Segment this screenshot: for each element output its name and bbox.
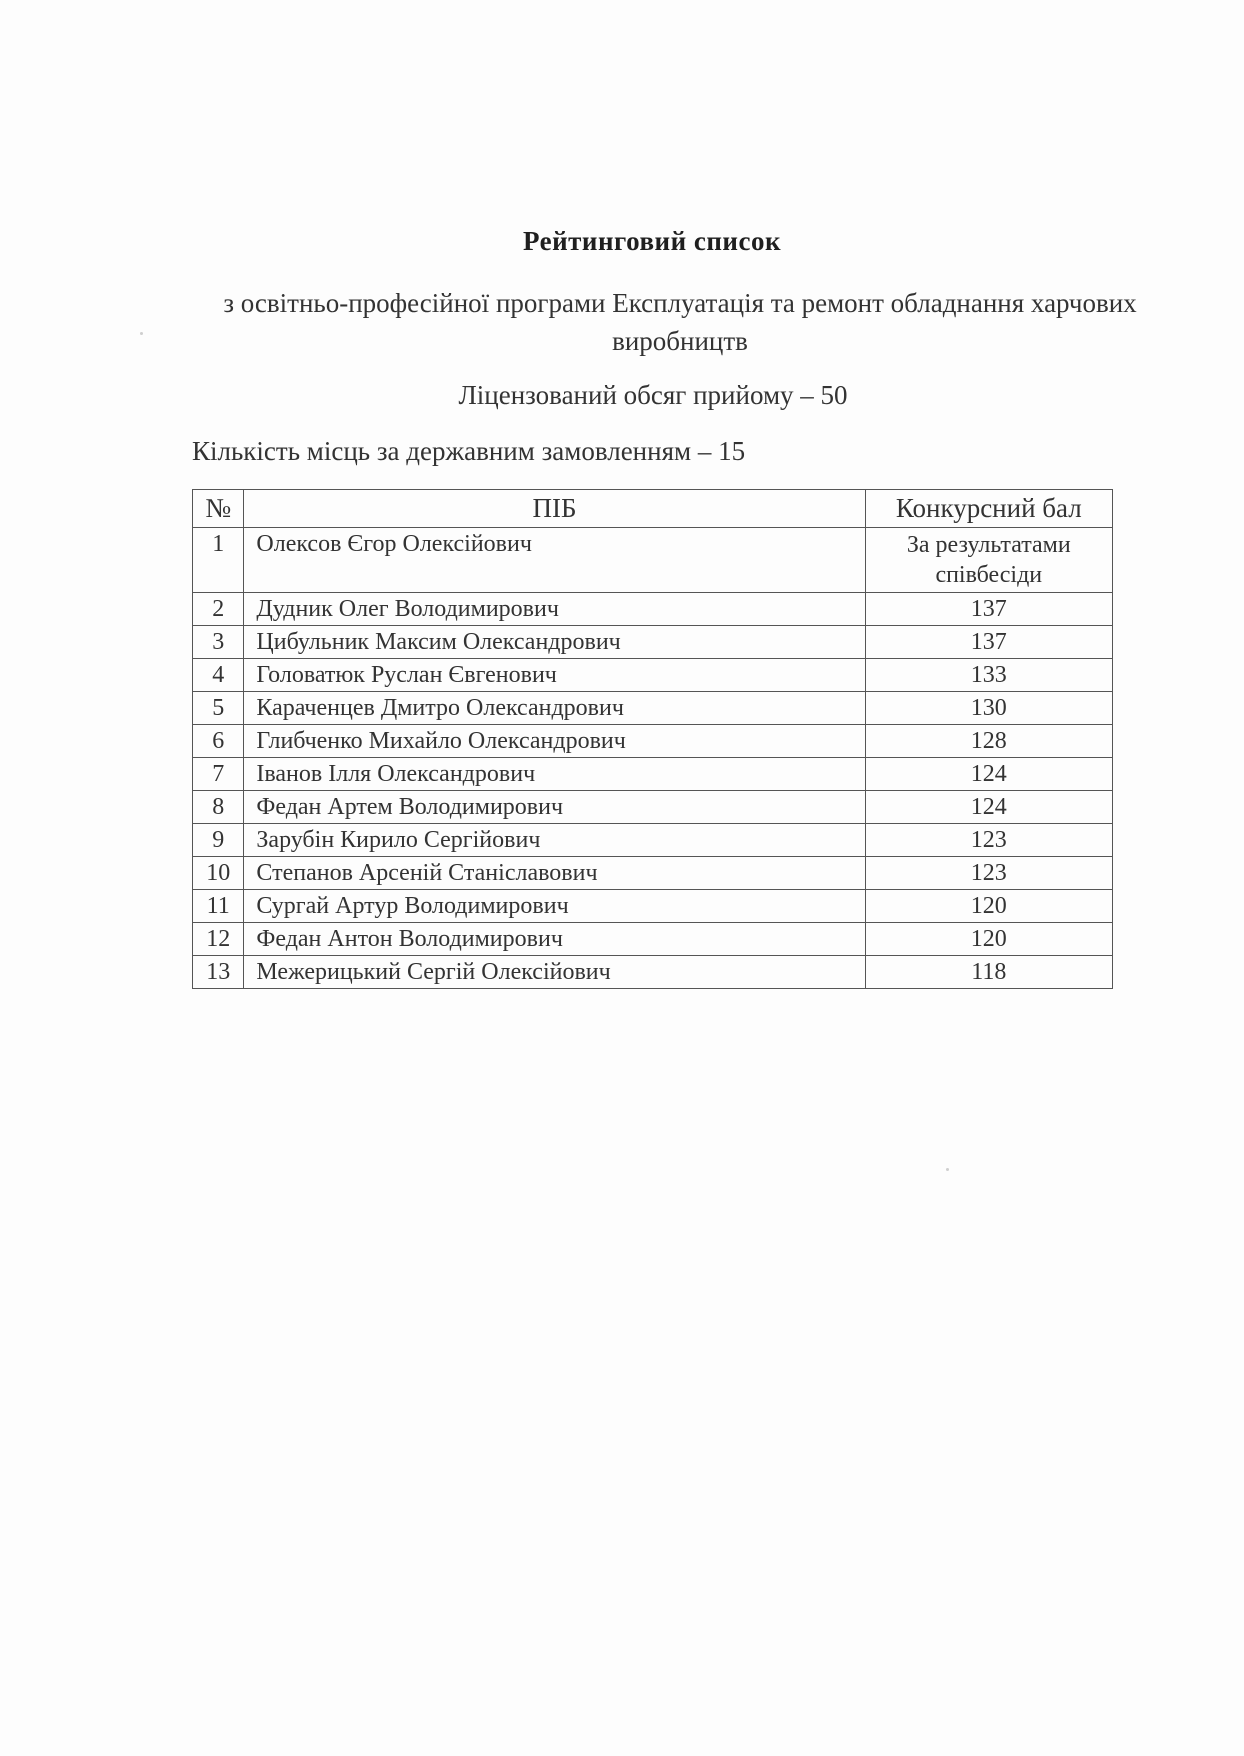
row-number: 12 <box>193 923 244 956</box>
row-name: Степанов Арсеній Станіславович <box>244 857 865 890</box>
row-score: 130 <box>865 692 1112 725</box>
row-number: 3 <box>193 626 244 659</box>
row-score: 137 <box>865 626 1112 659</box>
row-score: 120 <box>865 923 1112 956</box>
row-name: Федан Антон Володимирович <box>244 923 865 956</box>
row-name: Олексов Єгор Олексійович <box>244 528 865 593</box>
row-score: 123 <box>865 857 1112 890</box>
table-row <box>193 791 1113 824</box>
row-name: Федан Артем Володимирович <box>244 791 865 824</box>
program-description: з освітньо-професійної програми Експлуатація та ремонт обладнання харчових виробництв <box>223 288 1137 356</box>
row-number: 9 <box>193 824 244 857</box>
licensed-volume: Ліцензований обсяг прийому – 50 <box>458 380 848 410</box>
table-row <box>193 923 1113 956</box>
row-name: Головатюк Руслан Євгенович <box>244 659 865 692</box>
table-row <box>193 824 1113 857</box>
row-name: Сургай Артур Володимирович <box>244 890 865 923</box>
document-title: Рейтинговий список <box>522 226 782 256</box>
row-name: Цибульник Максим Олександрович <box>244 626 865 659</box>
table-row <box>193 528 1113 593</box>
row-number: 13 <box>193 956 244 989</box>
row-name: Караченцев Дмитро Олександрович <box>244 692 865 725</box>
row-name: Зарубін Кирило Сергійович <box>244 824 865 857</box>
row-score: 118 <box>865 956 1112 989</box>
row-name: Межерицький Сергій Олексійович <box>244 956 865 989</box>
table-row <box>193 758 1113 791</box>
row-number: 1 <box>193 528 244 593</box>
row-score: 120 <box>865 890 1112 923</box>
rating-table <box>192 489 1113 989</box>
table-row <box>193 692 1113 725</box>
table-row <box>193 890 1113 923</box>
scan-speck <box>946 1168 949 1171</box>
table-header-row <box>193 490 1113 528</box>
row-score: 137 <box>865 593 1112 626</box>
row-number: 4 <box>193 659 244 692</box>
table-row <box>193 593 1113 626</box>
table-row <box>193 956 1113 989</box>
row-number: 8 <box>193 791 244 824</box>
table-row <box>193 857 1113 890</box>
row-score: 124 <box>865 758 1112 791</box>
row-name: Глибченко Михайло Олександрович <box>244 725 865 758</box>
row-score: 123 <box>865 824 1112 857</box>
row-score: 128 <box>865 725 1112 758</box>
row-number: 7 <box>193 758 244 791</box>
table-row <box>193 659 1113 692</box>
table-row <box>193 725 1113 758</box>
header-number: № <box>193 490 244 528</box>
header-score: Конкурсний бал <box>865 490 1112 528</box>
scan-speck <box>140 332 143 335</box>
row-number: 10 <box>193 857 244 890</box>
header-name: ПІБ <box>244 490 865 528</box>
row-name: Іванов Ілля Олександрович <box>244 758 865 791</box>
row-score: 133 <box>865 659 1112 692</box>
state-order-places: Кількість місць за державним замовленням – 15 <box>192 436 746 466</box>
row-number: 6 <box>193 725 244 758</box>
row-score: За результатами співбесіди <box>865 528 1112 593</box>
row-score: 124 <box>865 791 1112 824</box>
row-number: 5 <box>193 692 244 725</box>
row-number: 11 <box>193 890 244 923</box>
row-number: 2 <box>193 593 244 626</box>
table-row <box>193 626 1113 659</box>
row-name: Дудник Олег Володимирович <box>244 593 865 626</box>
